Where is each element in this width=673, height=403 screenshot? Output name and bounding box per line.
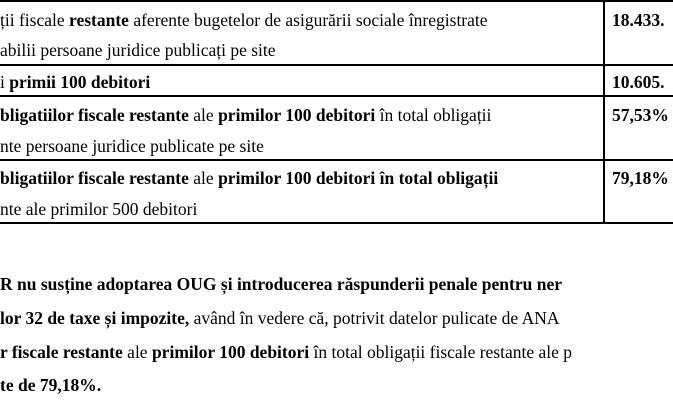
bold-text-run: restante [69,10,129,30]
paragraph-line-3 [0,340,572,364]
row-4-line-1 [0,166,498,190]
text-run: aferente bugetelor de asigurării sociale înregistrate [128,10,488,30]
paragraph-line-4 [0,373,101,397]
bold-text-run: primilor 100 debitori în total obligații [218,168,499,188]
table-rule-bottom [0,222,673,224]
bold-text-run: bligatiilor fiscale restante [0,105,189,125]
row-1-value: 18.433. [612,10,665,30]
row-1-line-1 [0,8,488,32]
text-run: în total obligații [375,105,492,125]
bold-text-run: primii 100 debitori [9,72,151,92]
table-rule-3 [0,159,673,161]
row-2-line-1 [0,70,150,94]
bold-text-run: primilor 100 debitori [151,342,310,362]
text-run: ale [188,105,219,125]
bold-text-run: r fiscale restante [0,342,123,362]
bold-text-run: lor 32 de taxe și impozite, [0,308,190,328]
row-3-line-2 [0,134,264,158]
text-run: nte ale primilor 500 debitori [0,199,198,219]
paragraph-line-1 [0,272,562,296]
text-run: ale [188,168,219,188]
table-rule-1 [0,64,673,66]
table-rule-2 [0,95,673,97]
text-run: abilii persoane juridice publicați pe site [0,40,276,60]
row-3-line-1 [0,103,491,127]
bold-text-run: primilor 100 debitori [218,105,376,125]
row-2-value: 10.605. [612,72,665,92]
table-column-divider [603,0,605,223]
text-run: având în vedere că, potrivit datelor pulicate de ANA [189,308,560,328]
text-run: ale [122,342,152,362]
text-run: i [0,72,10,92]
row-3-value: 57,53% [612,105,669,125]
row-4-line-2 [0,197,197,221]
bold-text-run: R nu susține adoptarea OUG și introducerea răspunderii penale pentru ner [0,274,562,294]
row-1-line-2 [0,38,276,62]
row-4-value: 79,18% [612,168,669,188]
bold-text-run: bligatiilor fiscale restante [0,168,189,188]
text-run: în total obligații fiscale restante ale p [309,342,573,362]
text-run: ții fiscale [0,10,70,30]
text-run: nte persoane juridice publicate pe site [0,136,264,156]
table-rule-top [0,0,673,2]
paragraph-line-2 [0,306,560,330]
bold-text-run: te de 79,18%. [0,375,102,395]
